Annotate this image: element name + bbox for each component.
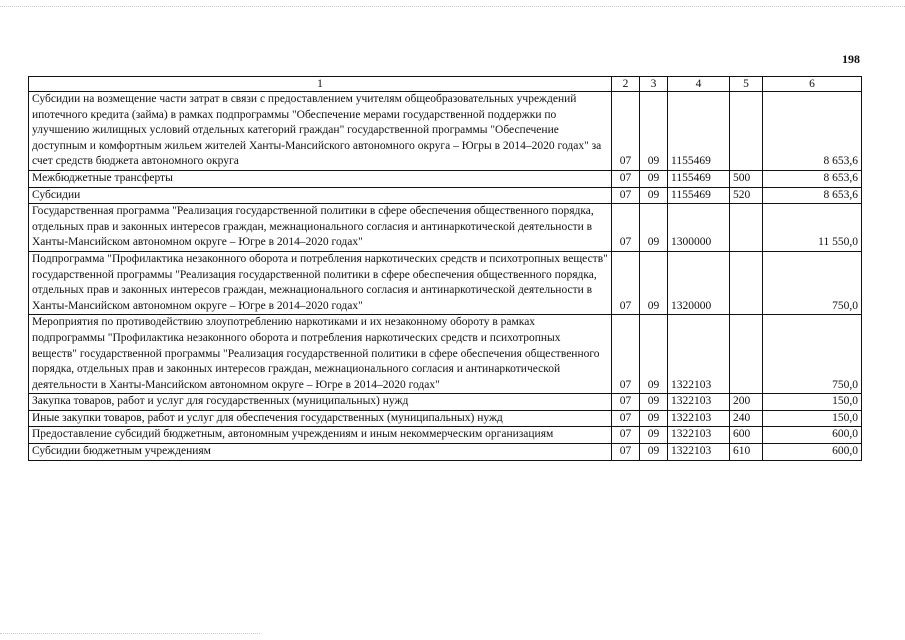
row-subsection: 09 bbox=[640, 251, 668, 314]
row-name: Иные закупки товаров, работ и услуг для обеспечения государственных (муниципальных) нужд bbox=[29, 410, 612, 427]
row-name: Закупка товаров, работ и услуг для государственных (муниципальных) нужд bbox=[29, 394, 612, 411]
header-row bbox=[29, 77, 862, 92]
table-row bbox=[29, 170, 862, 187]
row-target-code: 1322103 bbox=[668, 427, 730, 444]
row-section: 07 bbox=[612, 170, 640, 187]
row-expense-type: 520 bbox=[730, 187, 763, 204]
row-subsection: 09 bbox=[640, 444, 668, 461]
row-amount: 600,0 bbox=[763, 427, 862, 444]
row-name: Подпрограмма "Профилактика незаконного оборота и потребления наркотических средств и психотропных веществ" государственной программы "Реализация государственной политики в сфере обеспечения общественного порядка, отдельных прав и законных интересов граждан, межнационального согласия и антинаркотической деятельности в Ханты-Мансийском автономном округе – Югре в 2014–2020 годах" bbox=[29, 251, 612, 314]
row-expense-type: 600 bbox=[730, 427, 763, 444]
header-col-1: 1 bbox=[29, 77, 612, 92]
row-amount: 8 653,6 bbox=[763, 187, 862, 204]
row-subsection: 09 bbox=[640, 92, 668, 171]
row-target-code: 1322103 bbox=[668, 444, 730, 461]
row-section: 07 bbox=[612, 92, 640, 171]
header-col-3: 3 bbox=[640, 77, 668, 92]
row-amount: 11 550,0 bbox=[763, 204, 862, 252]
row-amount: 8 653,6 bbox=[763, 170, 862, 187]
row-section: 07 bbox=[612, 251, 640, 314]
row-expense-type bbox=[730, 315, 763, 394]
row-section: 07 bbox=[612, 204, 640, 252]
row-target-code: 1320000 bbox=[668, 251, 730, 314]
row-amount: 750,0 bbox=[763, 315, 862, 394]
row-name: Субсидии на возмещение части затрат в связи с предоставлением учителям общеобразовательных учреждений ипотечного кредита (займа) в рамках подпрограммы "Обеспечение мерами государственной поддержки по улучшению жилищных условий отдельных категорий граждан" государственной программы "Обеспечение доступным и комфортным жильем жителей Ханты-Мансийского автономного округа – Югры в 2014–2020 годах" за счет средств бюджета автономного округа bbox=[29, 92, 612, 171]
row-amount: 150,0 bbox=[763, 394, 862, 411]
row-expense-type: 200 bbox=[730, 394, 763, 411]
page-number: 198 bbox=[842, 52, 860, 66]
row-name: Предоставление субсидий бюджетным, автономным учреждениям и иным некоммерческим организациям bbox=[29, 427, 612, 444]
row-expense-type bbox=[730, 204, 763, 252]
row-target-code: 1322103 bbox=[668, 410, 730, 427]
row-target-code: 1322103 bbox=[668, 394, 730, 411]
row-subsection: 09 bbox=[640, 204, 668, 252]
row-expense-type: 610 bbox=[730, 444, 763, 461]
row-expense-type: 240 bbox=[730, 410, 763, 427]
row-target-code: 1155469 bbox=[668, 187, 730, 204]
row-subsection: 09 bbox=[640, 315, 668, 394]
row-subsection: 09 bbox=[640, 427, 668, 444]
row-amount: 750,0 bbox=[763, 251, 862, 314]
table-row bbox=[29, 251, 862, 314]
row-section: 07 bbox=[612, 187, 640, 204]
table-row bbox=[29, 410, 862, 427]
row-section: 07 bbox=[612, 410, 640, 427]
table-row bbox=[29, 204, 862, 252]
table-row bbox=[29, 92, 862, 171]
row-name: Субсидии бюджетным учреждениям bbox=[29, 444, 612, 461]
row-amount: 600,0 bbox=[763, 444, 862, 461]
table-row bbox=[29, 315, 862, 394]
row-name: Субсидии bbox=[29, 187, 612, 204]
header-col-2: 2 bbox=[612, 77, 640, 92]
header-col-5: 5 bbox=[730, 77, 763, 92]
budget-table bbox=[28, 76, 862, 461]
row-target-code: 1322103 bbox=[668, 315, 730, 394]
row-subsection: 09 bbox=[640, 170, 668, 187]
row-subsection: 09 bbox=[640, 410, 668, 427]
row-subsection: 09 bbox=[640, 187, 668, 204]
row-section: 07 bbox=[612, 427, 640, 444]
scan-edge-bottom bbox=[0, 633, 260, 635]
table-row bbox=[29, 444, 862, 461]
row-target-code: 1155469 bbox=[668, 92, 730, 171]
table-row bbox=[29, 427, 862, 444]
row-amount: 150,0 bbox=[763, 410, 862, 427]
row-target-code: 1155469 bbox=[668, 170, 730, 187]
row-name: Мероприятия по противодействию злоупотреблению наркотиками и их незаконному обороту в рамках подпрограммы "Профилактика незаконного оборота и потребления наркотических средств и психотропных веществ" государственной программы "Реализация государственной политики в сфере обеспечения общественного порядка, отдельных прав и законных интересов граждан, межнационального согласия и антинаркотической деятельности в Ханты-Мансийском автономном округе – Югре в 2014–2020 годах" bbox=[29, 315, 612, 394]
row-expense-type: 500 bbox=[730, 170, 763, 187]
header-col-4: 4 bbox=[668, 77, 730, 92]
row-expense-type bbox=[730, 251, 763, 314]
header-col-6: 6 bbox=[763, 77, 862, 92]
table-row bbox=[29, 394, 862, 411]
row-name: Государственная программа "Реализация государственной политики в сфере обеспечения общественного порядка, отдельных прав и законных интересов граждан, межнационального согласия и антинаркотической деятельности в Ханты-Мансийском автономном округе – Югре в 2014–2020 годах" bbox=[29, 204, 612, 252]
row-subsection: 09 bbox=[640, 394, 668, 411]
row-section: 07 bbox=[612, 315, 640, 394]
table-row bbox=[29, 187, 862, 204]
row-target-code: 1300000 bbox=[668, 204, 730, 252]
row-name: Межбюджетные трансферты bbox=[29, 170, 612, 187]
row-section: 07 bbox=[612, 394, 640, 411]
row-amount: 8 653,6 bbox=[763, 92, 862, 171]
table-body bbox=[29, 92, 862, 461]
row-section: 07 bbox=[612, 444, 640, 461]
scan-edge-top bbox=[0, 6, 905, 8]
table-header bbox=[29, 77, 862, 92]
row-expense-type bbox=[730, 92, 763, 171]
